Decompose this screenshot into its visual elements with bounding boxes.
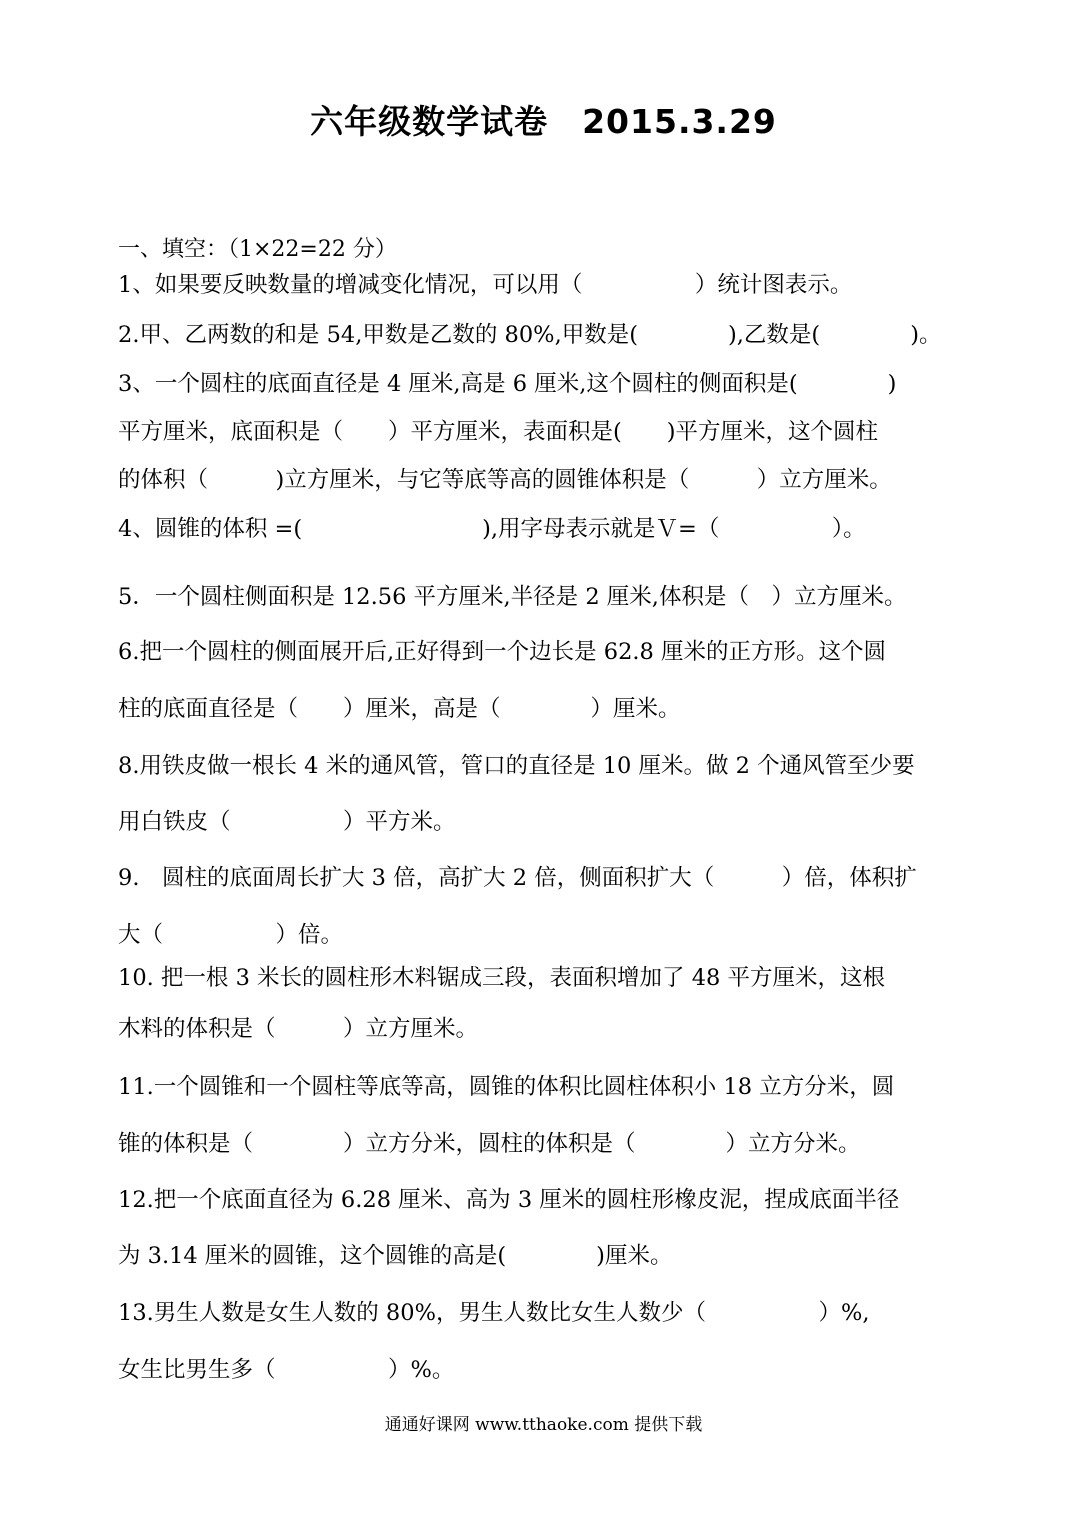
- section-header-fill-blank: 一、填空：（1×22=22 分）: [118, 237, 397, 262]
- question-line: 9. 圆柱的底面周长扩大 3 倍，高扩大 2 倍，侧面积扩大（ ）倍，体积扩: [118, 865, 917, 891]
- question-line: 6.把一个圆柱的侧面展开后,正好得到一个边长是 62.8 厘米的正方形。这个圆: [118, 639, 887, 665]
- question-line: 的体积（ )立方厘米，与它等底等高的圆锥体积是（ ）立方厘米。: [118, 467, 892, 493]
- question-line: 2.甲、乙两数的和是 54,甲数是乙数的 80%,甲数是( ),乙数是( )。: [118, 322, 942, 348]
- question-line: 柱的底面直径是（ ）厘米，高是（ ）厘米。: [118, 696, 681, 722]
- question-line: 女生比男生多（ ）%。: [118, 1357, 455, 1383]
- question-line: 12.把一个底面直径为 6.28 厘米、高为 3 厘米的圆柱形橡皮泥，捏成底面半径: [118, 1187, 900, 1213]
- question-line: 5．一个圆柱侧面积是 12.56 平方厘米,半径是 2 厘米,体积是（ ）立方厘米。: [118, 584, 907, 610]
- question-line: 木料的体积是（ ）立方厘米。: [118, 1016, 479, 1042]
- footer-source-note: 通通好课网 www.tthaoke.com 提供下载: [384, 1415, 703, 1435]
- question-line: 8.用铁皮做一根长 4 米的通风管，管口的直径是 10 厘米。做 2 个通风管至少要: [118, 753, 915, 779]
- question-line: 1、如果要反映数量的增减变化情况，可以用（ ）统计图表示。: [118, 272, 853, 298]
- question-line: 10. 把一根 3 米长的圆柱形木料锯成三段，表面积增加了 48 平方厘米，这根: [118, 965, 885, 991]
- question-line: 3、一个圆柱的底面直径是 4 厘米,高是 6 厘米,这个圆柱的侧面积是( ): [118, 371, 897, 397]
- question-line: 13.男生人数是女生人数的 80%，男生人数比女生人数少（ ）%,: [118, 1300, 870, 1326]
- question-line: 为 3.14 厘米的圆锥，这个圆锥的高是( )厘米。: [118, 1243, 673, 1269]
- question-line: 锥的体积是（ ）立方分米，圆柱的体积是（ ）立方分米。: [118, 1131, 861, 1157]
- question-line: 平方厘米，底面积是（ ）平方厘米，表面积是( )平方厘米，这个圆柱: [118, 419, 879, 445]
- exam-title: 六年级数学试卷 2015.3.29: [310, 102, 777, 141]
- question-line: 4、圆锥的体积 =( ),用字母表示就是Ｖ=（ ）。: [118, 516, 866, 542]
- question-line: 11.一个圆锥和一个圆柱等底等高，圆锥的体积比圆柱体积小 18 立方分米，圆: [118, 1074, 895, 1100]
- question-line: 用白铁皮（ ）平方米。: [118, 809, 456, 835]
- question-line: 大（ ）倍。: [118, 922, 344, 948]
